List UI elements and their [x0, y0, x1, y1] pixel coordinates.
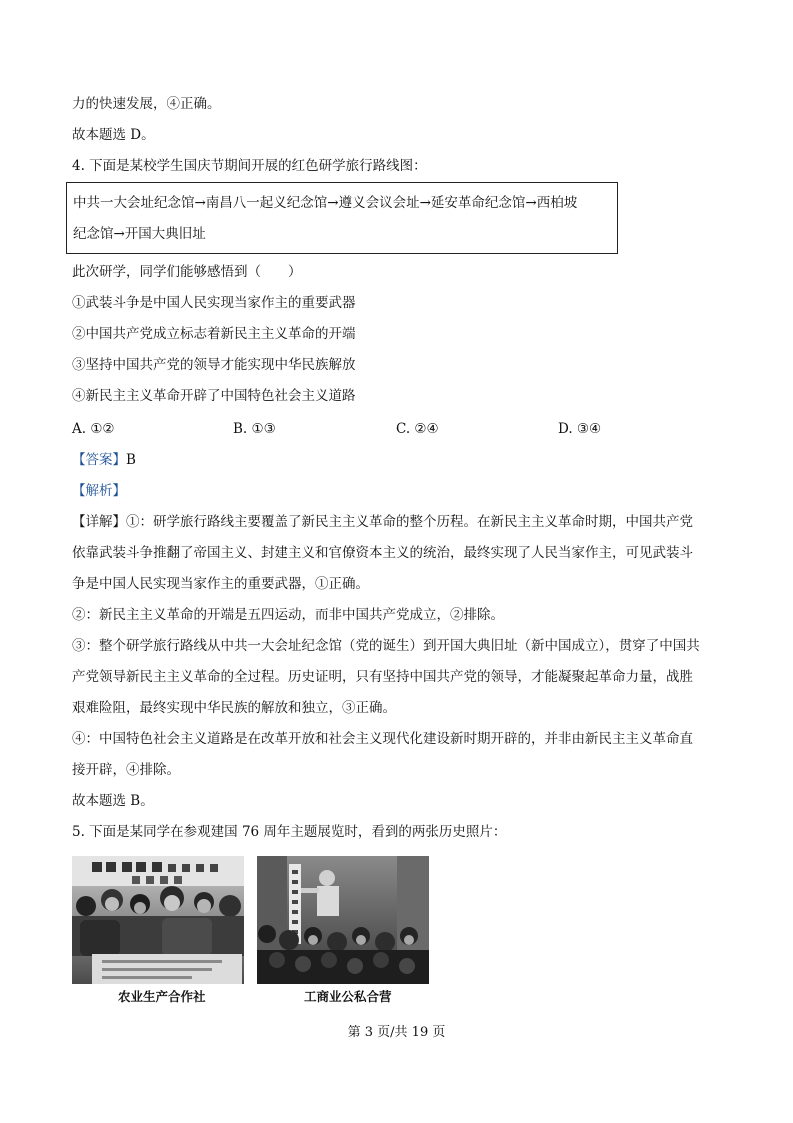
- route-line: 中共一大会址纪念馆→南昌八一起义纪念馆→遵义会议会址→延安革命纪念馆→西柏坡: [73, 195, 578, 211]
- explanation-conclusion: 故本题选 B。: [72, 793, 154, 809]
- continued-text-line: 力的快速发展，④正确。: [72, 96, 221, 112]
- explanation-line: 争是中国人民实现当家作主的重要武器，①正确。: [72, 576, 369, 592]
- statement-item: ②中国共产党成立标志着新民主主义革命的开端: [72, 326, 356, 342]
- explanation-line: 接开辟，④排除。: [72, 762, 180, 778]
- route-line: 纪念馆→开国大典旧址: [73, 226, 206, 242]
- option-d: D. ③④: [558, 421, 602, 437]
- photo-public-private-partnership: [257, 856, 429, 984]
- option-c: C. ②④: [396, 421, 439, 437]
- statement-item: ①武装斗争是中国人民实现当家作主的重要武器: [72, 295, 356, 311]
- explanation-line: ②：新民主主义革命的开端是五四运动，而非中国共产党成立，②排除。: [72, 607, 504, 623]
- answer-line: [72, 450, 136, 470]
- option-a: A. ①②: [72, 421, 115, 437]
- photo-agricultural-cooperative: [72, 856, 244, 984]
- page-footer: 第 3 页/共 19 页: [347, 1025, 446, 1040]
- photo-caption: 农业生产合作社: [118, 989, 206, 1004]
- explanation-line: 依靠武装斗争推翻了帝国主义、封建主义和官僚资本主义的统治，最终实现了人民当家作主，可见武装斗: [72, 545, 693, 561]
- statement-item: ④新民主主义革命开辟了中国特色社会主义道路: [72, 388, 356, 404]
- statement-item: ③坚持中国共产党的领导才能实现中华民族解放: [72, 357, 356, 373]
- answer-label: 【答案】: [72, 452, 126, 468]
- answer-value: B: [126, 452, 136, 468]
- analysis-label: 【解析】: [72, 483, 126, 499]
- continued-conclusion: 故本题选 D。: [72, 127, 155, 143]
- question-4-prompt: 此次研学，同学们能够感悟到（ ）: [72, 264, 302, 280]
- explanation-line: 艰难险阻，最终实现中华民族的解放和独立，③正确。: [72, 700, 396, 716]
- option-b: B. ①③: [233, 421, 276, 437]
- question-4-stem: 4. 下面是某校学生国庆节期间开展的红色研学旅行路线图：: [72, 158, 427, 174]
- question-5-stem: 5. 下面是某同学在参观建国 76 周年主题展览时，看到的两张历史照片：: [72, 824, 507, 840]
- explanation-line: ③：整个研学旅行路线从中共一大会址纪念馆（党的诞生）到开国大典旧址（新中国成立），贯穿了中国共: [72, 638, 700, 654]
- route-box: [66, 182, 618, 254]
- explanation-line: ④：中国特色社会主义道路是在改革开放和社会主义现代化建设新时期开辟的，并非由新民主主义革命直: [72, 731, 693, 747]
- explanation-line: 【详解】①：研学旅行路线主要覆盖了新民主主义革命的整个历程。在新民主主义革命时期，中国共产党: [72, 514, 693, 530]
- photo-agricultural-cooperative-image: [72, 856, 244, 984]
- photo-public-private-partnership-image: [257, 856, 429, 984]
- explanation-line: 产党领导新民主主义革命的全过程。历史证明，只有坚持中国共产党的领导，才能凝聚起革命力量，战胜: [72, 669, 693, 685]
- photo-caption: 工商业公私合营: [304, 989, 392, 1004]
